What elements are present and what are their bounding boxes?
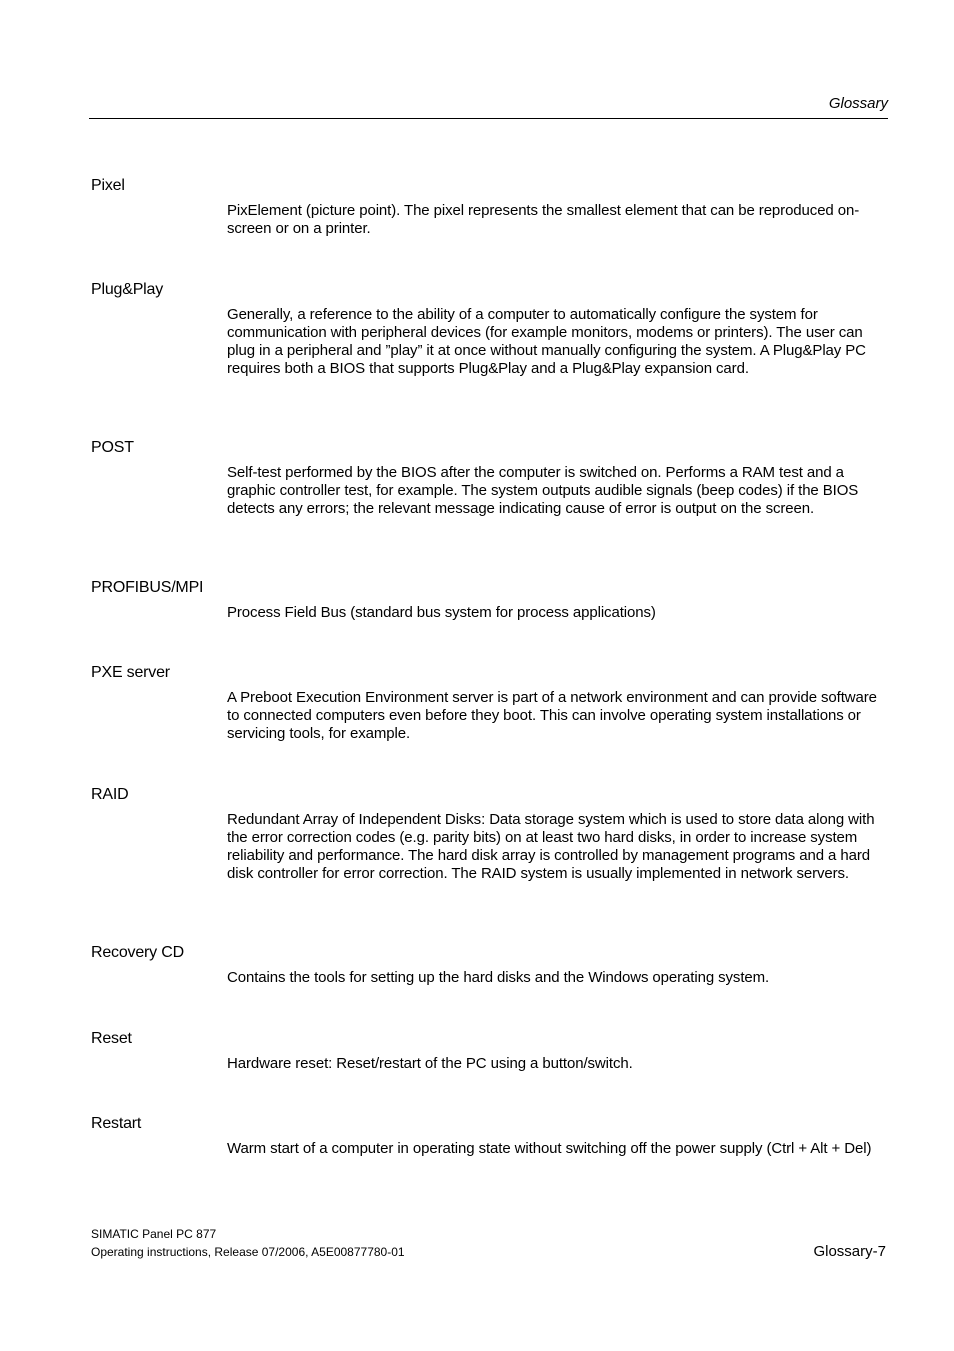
footer-product: SIMATIC Panel PC 877 [91,1227,217,1241]
glossary-definition: Warm start of a computer in operating state without switching off the power supply (Ctrl + Alt + Del) [227,1140,872,1157]
glossary-definition: PixElement (picture point). The pixel represents the smallest element that can be reproduced on-screen or on a printer. [227,202,860,238]
glossary-term: RAID [91,786,129,803]
glossary-term: Restart [91,1115,142,1132]
footer-document-info: Operating instructions, Release 07/2006, A5E00877780-01 [91,1244,405,1259]
glossary-term: Pixel [91,177,125,194]
glossary-term: POST [91,439,134,456]
glossary-term: Reset [91,1030,132,1047]
glossary-definition: Contains the tools for setting up the hard disks and the Windows operating system. [227,969,770,986]
glossary-definition: A Preboot Execution Environment server is part of a network environment and can provide software to connected computers even before they boot. This can involve operating system installations or servicing tools, for example. [227,689,877,743]
glossary-term: PROFIBUS/MPI [91,579,204,596]
glossary-definition: Redundant Array of Independent Disks: Data storage system which is used to store data along with the error correction codes (e.g. parity bits) on at least two hard disks, in order to increase system reliability and performance. The hard disk array is controlled by management programs and a hard disk controller for error correction. The RAID system is usually implemented in network servers. [227,811,875,883]
page-number: Glossary-7 [813,1243,886,1260]
section-title: Glossary [828,95,888,112]
glossary-definition: Process Field Bus (standard bus system for process applications) [227,604,656,621]
glossary-definition: Self-test performed by the BIOS after the computer is switched on. Performs a RAM test and a graphic controller test, for example. The system outputs audible signals (beep codes) if the BIOS detects any errors; the relevant message indicating cause of error is output on the screen. [227,464,859,518]
page-footer-info [91,1226,405,1261]
page-header [89,94,888,119]
glossary-term: PXE server [91,664,170,681]
glossary-definition: Hardware reset: Reset/restart of the PC using a button/switch. [227,1055,633,1072]
glossary-term: Recovery CD [91,944,184,961]
glossary-definition: Generally, a reference to the ability of a computer to automatically configure the system for communication with peripheral devices (for example monitors, modems or printers). The user can plug in a peripheral and ”play” it at once without manually configuring the system. A Plug&Play PC requires both a BIOS that supports Plug&Play and a Plug&Play expansion card. [227,306,866,378]
glossary-term: Plug&Play [91,281,164,298]
